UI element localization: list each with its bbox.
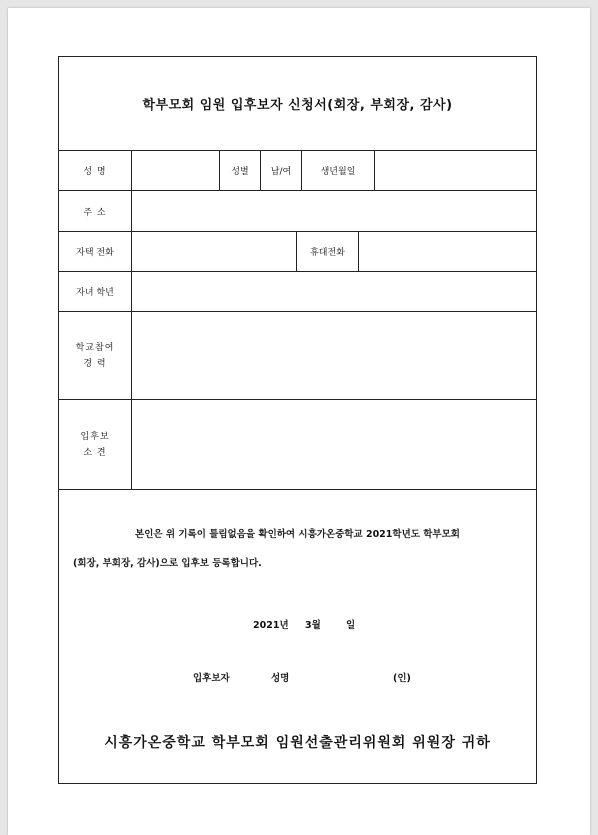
candidate-label: 입후보자 xyxy=(193,673,230,684)
date-day: 일 xyxy=(346,620,356,631)
child-grade-field[interactable] xyxy=(131,272,538,311)
form-title-row xyxy=(59,57,536,151)
child-grade-label: 자녀 학년 xyxy=(76,288,114,298)
declaration-line1: 본인은 위 기록이 틀림없음을 확인하여 시흥가온중학교 2021학년도 학부모회 xyxy=(135,529,460,540)
declaration-line2: (회장, 부회장, 감사)으로 입후보 등록합니다. xyxy=(73,558,262,569)
career-field[interactable] xyxy=(131,312,538,399)
career-label-line2: 경 력 xyxy=(83,358,107,369)
addressee: 시흥가온중학교 학부모회 임원선출관리위원회 위원장 귀하 xyxy=(104,735,491,751)
birth-field[interactable] xyxy=(374,151,538,190)
candidacy-field[interactable] xyxy=(131,400,538,489)
address-field[interactable] xyxy=(131,191,538,231)
birth-label: 생년월일 xyxy=(301,151,374,190)
gender-label: 성별 xyxy=(219,151,260,190)
mobile-field[interactable] xyxy=(358,232,538,271)
home-phone-label: 자택 전화 xyxy=(76,248,114,258)
phone-row xyxy=(59,232,536,272)
gender-field[interactable]: 남/여 xyxy=(260,151,301,190)
candidacy-label-line2: 소 견 xyxy=(83,447,107,458)
declaration-section xyxy=(59,490,536,785)
name-row xyxy=(59,151,536,191)
form-title: 학부모회 임원 입후보자 신청서(회장, 부회장, 감사) xyxy=(142,98,453,113)
address-label: 주 소 xyxy=(83,207,107,218)
name-label: 성 명 xyxy=(83,167,107,177)
candidacy-label xyxy=(59,400,131,489)
document-page xyxy=(8,8,590,835)
home-phone-field[interactable] xyxy=(131,232,296,271)
candidate-name-label: 성명 xyxy=(271,673,290,684)
date-year: 2021년 xyxy=(253,620,289,631)
name-field[interactable] xyxy=(131,151,219,190)
seal-mark: (인) xyxy=(393,673,411,684)
date-month: 3월 xyxy=(305,620,321,631)
candidacy-row xyxy=(59,400,536,490)
candidacy-label-line1: 입후보 xyxy=(80,431,110,442)
address-row xyxy=(59,191,536,232)
career-label xyxy=(59,312,131,399)
career-label-line1: 학교참여 xyxy=(75,342,115,353)
career-row xyxy=(59,312,536,400)
child-grade-row xyxy=(59,272,536,312)
application-form xyxy=(58,56,537,784)
mobile-label: 휴대전화 xyxy=(296,232,358,271)
